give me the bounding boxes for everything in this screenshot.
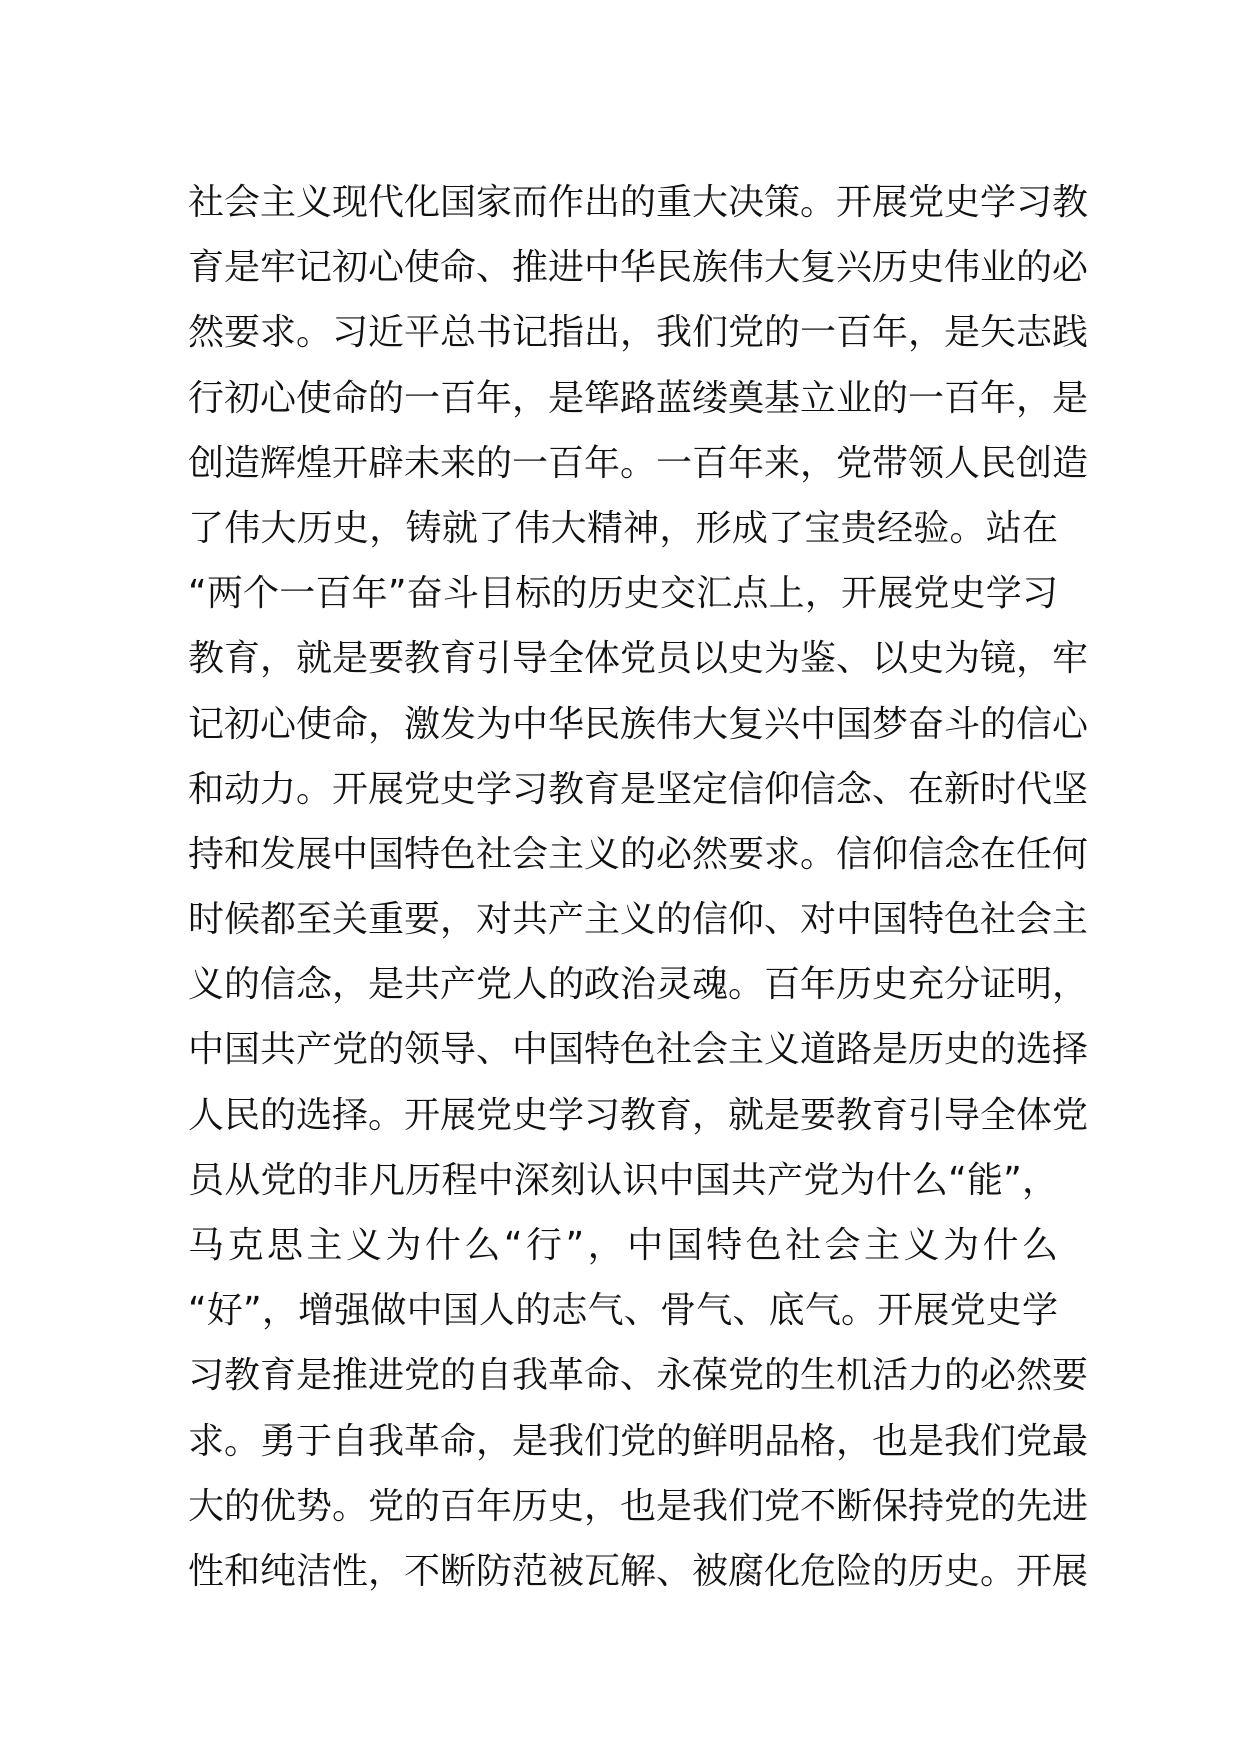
text-line: “两个一百年”奋斗目标的历史交汇点上，开展党史学习 bbox=[188, 573, 1058, 615]
text-line: 行初心使命的一百年，是筚路蓝缕奠基立业的一百年，是 bbox=[188, 377, 1089, 419]
text-line: 时候都至关重要，对共产主义的信仰、对中国特色社会主 bbox=[188, 899, 1089, 941]
text-line: 然要求。习近平总书记指出，我们党的一百年，是矢志践 bbox=[188, 312, 1089, 354]
text-line: 员从党的非凡历程中深刻认识中国共产党为什么“能”， bbox=[188, 1159, 1058, 1201]
text-line: 求。勇于自我革命，是我们党的鲜明品格，也是我们党最 bbox=[188, 1420, 1089, 1462]
text-line: 义的信念，是共产党人的政治灵魂。百年历史充分证明， bbox=[188, 964, 1089, 1006]
text-line: 教育，就是要教育引导全体党员以史为鉴、以史为镜，牢 bbox=[188, 638, 1089, 680]
body-text bbox=[188, 170, 1089, 1604]
text-line: 人民的选择。开展党史学习教育，就是要教育引导全体党 bbox=[188, 1094, 1089, 1136]
text-line: 习教育是推进党的自我革命、永葆党的生机活力的必然要 bbox=[188, 1355, 1089, 1397]
text-line: 创造辉煌开辟未来的一百年。一百年来，党带领人民创造 bbox=[188, 442, 1089, 484]
text-line: 和动力。开展党史学习教育是坚定信仰信念、在新时代坚 bbox=[188, 768, 1089, 810]
text-line: 大的优势。党的百年历史，也是我们党不断保持党的先进 bbox=[188, 1485, 1089, 1527]
text-line: 了伟大历史，铸就了伟大精神，形成了宝贵经验。站在 bbox=[188, 507, 1058, 549]
text-line: 中国共产党的领导、中国特色社会主义道路是历史的选择 bbox=[188, 1029, 1089, 1071]
text-line: 育是牢记初心使命、推进中华民族伟大复兴历史伟业的必 bbox=[188, 247, 1089, 289]
text-line: 性和纯洁性，不断防范被瓦解、被腐化危险的历史。开展 bbox=[188, 1550, 1089, 1592]
text-line: “好”，增强做中国人的志气、骨气、底气。开展党史学 bbox=[188, 1290, 1058, 1332]
text-line: 马克思主义为什么“行”，中国特色社会主义为什么 bbox=[188, 1225, 1058, 1266]
text-line: 持和发展中国特色社会主义的必然要求。信仰信念在任何 bbox=[188, 833, 1089, 875]
text-line: 记初心使命，激发为中华民族伟大复兴中国梦奋斗的信心 bbox=[188, 703, 1089, 745]
text-line: 社会主义现代化国家而作出的重大决策。开展党史学习教 bbox=[188, 182, 1089, 223]
